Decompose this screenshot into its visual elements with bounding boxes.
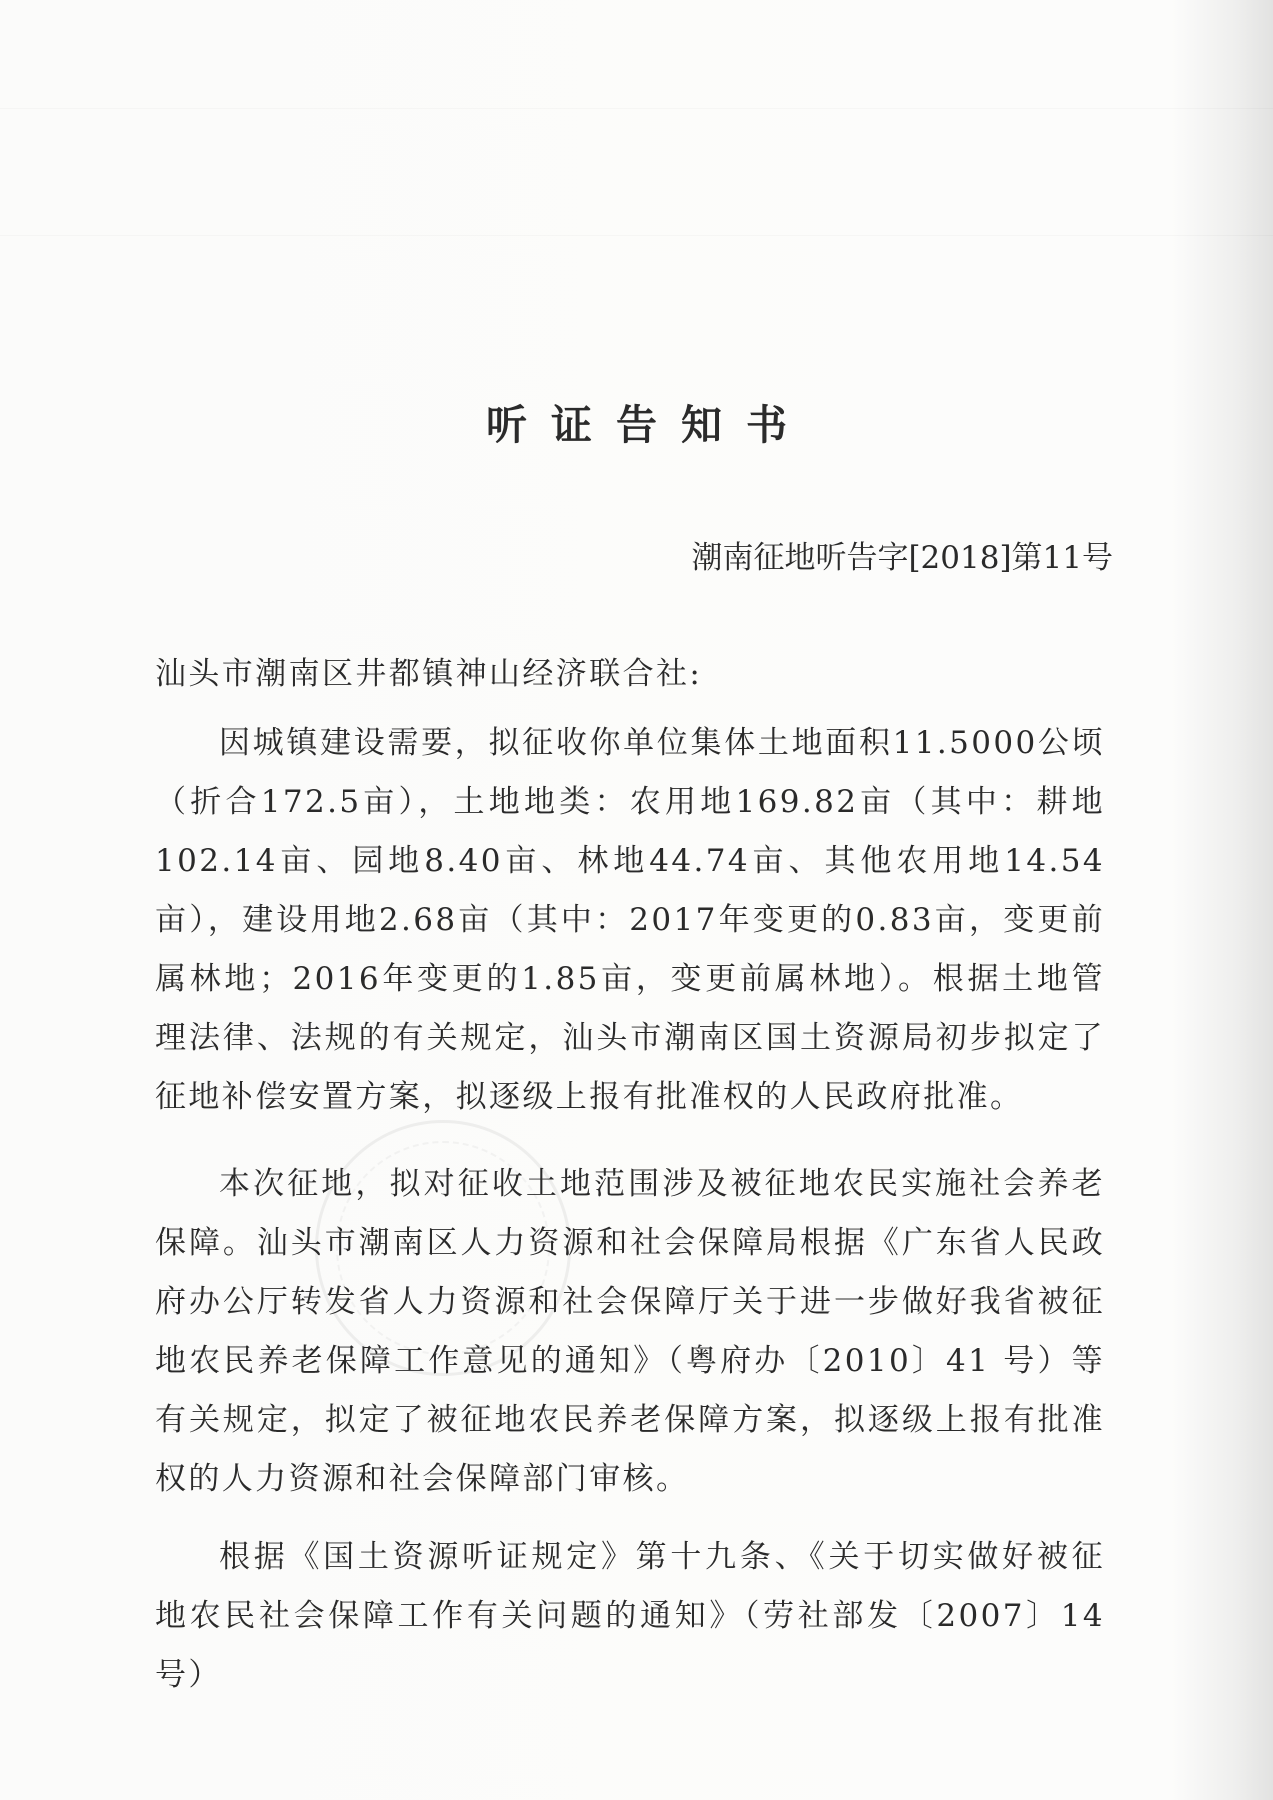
paragraph-land-acquisition: 因城镇建设需要，拟征收你单位集体土地面积11.5000公顷（折合172.5亩），土地地类：农用地169.82亩（其中：耕地102.14亩、园地8.40亩、林地44.74亩、其他农用地14.54亩），建设用地2.68亩（其中：2017年变更的0.83亩，变更前属林地；2016年变更的1.85亩，变更前属林地）。根据土地管理法律、法规的有关规定，汕头市潮南区国土资源局初步拟定了征地补偿安置方案，拟逐级上报有批准权的人民政府批准。 [155, 725, 1105, 1115]
document-title: 听证告知书 [486, 401, 811, 449]
paragraph-pension-security: 本次征地，拟对征收土地范围涉及被征地农民实施社会养老保障。汕头市潮南区人力资源和社会保障局根据《广东省人民政府办公厅转发省人力资源和社会保障厅关于进一步做好我省被征地农民养老保障工作意见的通知》（粤府办〔2010〕41 号）等有关规定，拟定了被征地农民养老保障方案，拟逐级上报有批准权的人力资源和社会保障部门审核。 [155, 1166, 1105, 1497]
scan-artifact-line [0, 235, 1273, 236]
paragraph-legal-basis: 根据《国土资源听证规定》第十九条、《关于切实做好被征地农民社会保障工作有关问题的通知》（劳社部发〔2007〕14号） [155, 1539, 1105, 1693]
document-number: 潮南征地听告字[2018]第11号 [691, 540, 1113, 576]
addressee: 汕头市潮南区井都镇神山经济联合社: [155, 656, 703, 692]
scan-artifact-line [0, 108, 1273, 109]
